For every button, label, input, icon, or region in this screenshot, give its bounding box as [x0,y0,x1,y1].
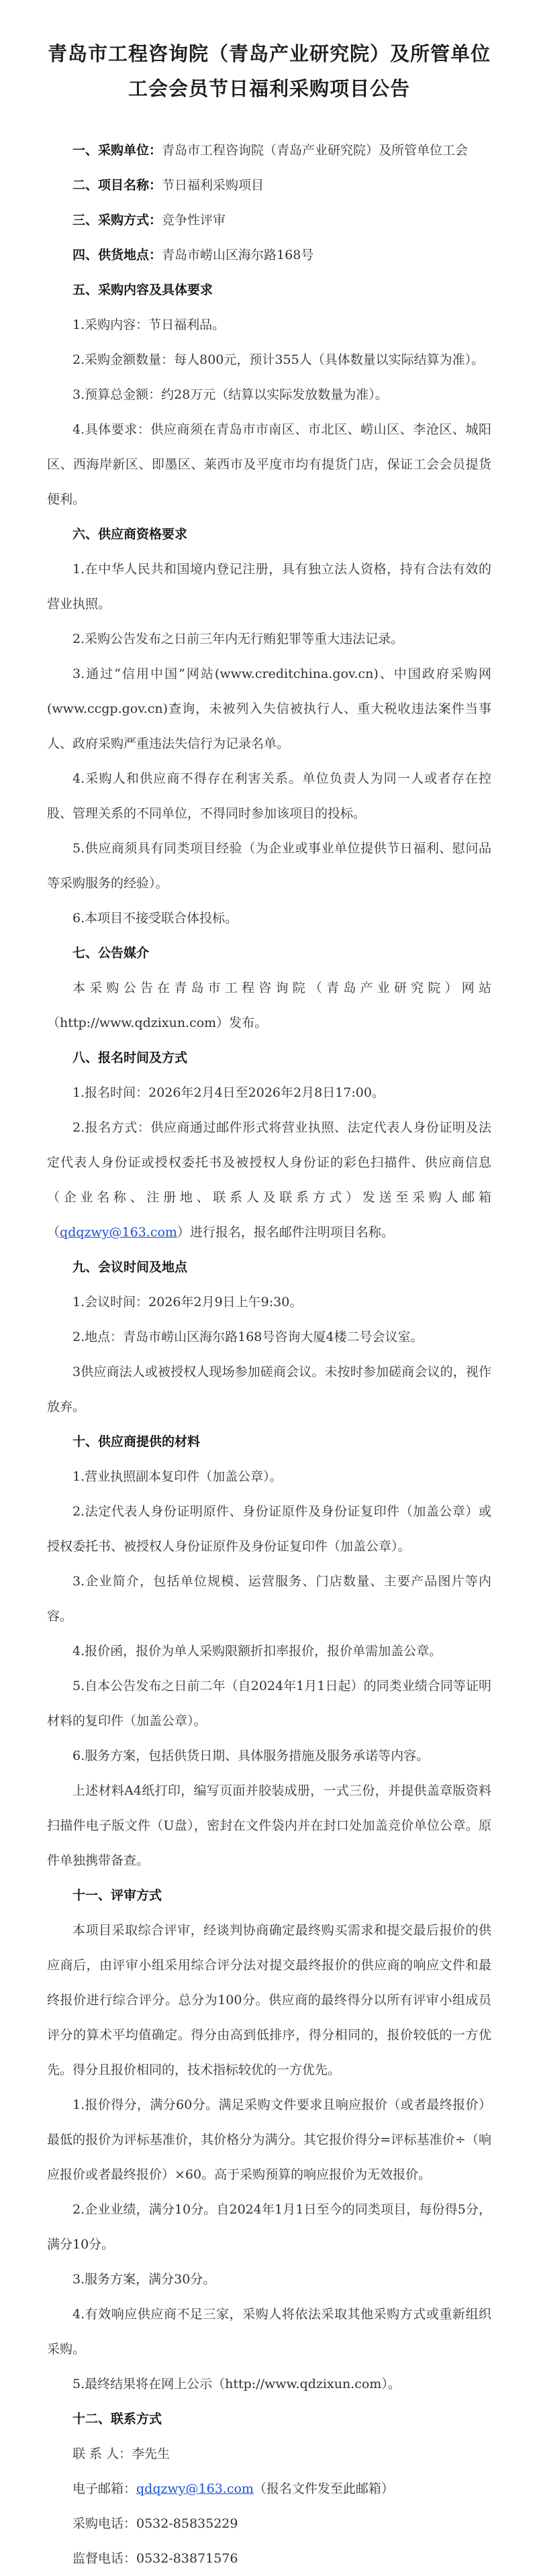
delivery-location-label: 四、供货地点： [72,248,162,262]
section-heading-meeting: 九、会议时间及地点 [72,1260,188,1275]
registration-method-text-end: ）进行报名，报名邮件注明项目名称。 [177,1225,394,1240]
project-name-value: 节日福利采购项目 [162,178,264,193]
delivery-location-line [47,238,491,273]
project-name-label: 二、项目名称： [72,178,162,193]
contact-supervision-phone: 监督电话：0532-83871576 [72,2551,238,2566]
procurement-method-line [47,203,491,238]
evaluation-item: 1.报价得分，满分60分。满足采购文件要求且响应报价（或者最终报价）最低的报价为评标基准价，其价格分为满分。其它报价得分=评标基准价÷（响应报价或者最终报价）×60。高于采购预算的响应报价为无效报价。 [47,2097,491,2182]
qualification-item: 1.在中华人民共和国境内登记注册，具有独立法人资格，持有合法有效的营业执照。 [47,562,491,611]
section-heading-qualifications: 六、供应商资格要求 [72,527,188,542]
meeting-item: 2.地点：青岛市崂山区海尔路168号咨询大厦4楼二号会议室。 [72,1330,424,1344]
requirement-item: 3.预算总金额：约28万元（结算以实际发放数量为准）。 [72,387,388,402]
contact-email-line [47,2471,491,2506]
media-text: 本采购公告在青岛市工程咨询院（青岛产业研究院）网站（http://www.qdzixun.com）发布。 [47,981,491,1030]
material-item: 4.报价函，报价为单人采购限额折扣率报价，报价单需加盖公章。 [72,1644,442,1658]
evaluation-item: 4.有效响应供应商不足三家，采购人将依法采取其他采购方式或重新组织采购。 [47,2307,491,2357]
registration-email-link[interactable]: qdqzwy@163.com [60,1225,177,1240]
purchaser-label: 一、采购单位： [72,143,162,158]
meeting-item: 1.会议时间：2026年2月9日上午9:30。 [72,1295,303,1309]
purchaser-value: 青岛市工程咨询院（青岛产业研究院）及所管单位工会 [162,143,469,158]
delivery-location-value: 青岛市崂山区海尔路168号 [162,248,314,262]
procurement-method-value: 竞争性评审 [162,213,226,228]
qualification-item: 6.本项目不接受联合体投标。 [72,911,238,926]
procurement-method-label: 三、采购方式： [72,213,162,228]
material-item: 2.法定代表人身份证明原件、身份证原件及身份证复印件（加盖公章）或授权委托书、被授权人身份证原件及身份证复印件（加盖公章）。 [47,1504,491,1554]
section-heading-registration: 八、报名时间及方式 [72,1050,188,1065]
evaluation-item: 5.最终结果将在网上公示（http://www.qdzixun.com）。 [72,2377,401,2391]
material-item: 1.营业执照副本复印件（加盖公章）。 [72,1469,283,1484]
material-item: 3.企业简介，包括单位规模、运营服务、门店数量、主要产品图片等内容。 [47,1574,491,1624]
section-heading-evaluation: 十一、评审方式 [72,1888,162,1903]
section-heading-requirements: 五、采购内容及具体要求 [72,283,213,297]
section-heading-contact: 十二、联系方式 [72,2412,162,2426]
qualification-item: 3.通过“信用中国”网站(www.creditchina.gov.cn)、中国政府采购网(www.ccgp.gov.cn)查询，未被列入失信被执行人、重大税收违法案件当事人、政府采购严重违法失信行为记录名单。 [47,666,491,751]
evaluation-item: 本项目采取综合评审，经谈判协商确定最终购买需求和提交最后报价的供应商后，由评审小组采用综合评分法对提交最终报价的供应商的响应文件和最终报价进行综合评分。总分为100分。供应商的最终得分以所有评审小组成员评分的算术平均值确定。得分由高到低排序，得分相同的，报价较低的一方优先。得分且报价相同的，技术指标较优的一方优先。 [47,1923,491,2077]
registration-method [47,1110,491,1250]
requirement-item: 4.具体要求：供应商须在青岛市市南区、市北区、崂山区、李沧区、城阳区、西海岸新区、即墨区、莱西市及平度市均有提货门店，保证工会会员提货便利。 [47,422,491,507]
registration-time: 1.报名时间：2026年2月4日至2026年2月8日17:00。 [72,1085,385,1100]
requirement-item: 1.采购内容：节日福利品。 [72,317,226,332]
section-heading-media: 七、公告媒介 [72,946,150,960]
contact-person: 联 系 人：李先生 [72,2446,170,2461]
meeting-item: 3供应商法人或被授权人现场参加磋商会议。未按时参加磋商会议的，视作放弃。 [47,1365,491,1414]
evaluation-item: 3.服务方案，满分30分。 [72,2272,216,2287]
page-title: 青岛市工程咨询院（青岛产业研究院）及所管单位工会会员节日福利采购项目公告 [47,42,491,100]
material-item: 6.服务方案，包括供货日期、具体服务措施及服务承诺等内容。 [72,1748,430,1763]
qualification-item: 4.采购人和供应商不得存在利害关系。单位负责人为同一人或者存在控股、管理关系的不同单位，不得同时参加该项目的投标。 [47,771,491,821]
contact-email-label: 电子邮箱： [72,2481,137,2496]
purchaser-line [47,133,491,168]
contact-email-note: （报名文件发至此邮箱） [253,2481,394,2496]
requirement-item: 2.采购金额数量：每人800元，预计355人（具体数量以实际结算为准）。 [72,352,485,367]
contact-phone: 采购电话：0532-85835229 [72,2516,238,2531]
section-heading-materials: 十、供应商提供的材料 [72,1434,201,1449]
evaluation-item: 2.企业业绩，满分10分。自2024年1月1日至今的同类项目，每份得5分，满分10分。 [47,2202,491,2252]
contact-email-link[interactable]: qdqzwy@163.com [136,2481,254,2496]
project-name-line [47,168,491,203]
qualification-item: 2.采购公告发布之日前三年内无行贿犯罪等重大违法记录。 [72,632,404,646]
registration-method-text: 2.报名方式：供应商通过邮件形式将营业执照、法定代表人身份证明及法定代表人身份证或授权委托书及被授权人身份证的彩色扫描件、供应商信息（企业名称、注册地、联系人及联系方式）发送至采购人邮箱（ [47,1120,491,1240]
material-item: 5.自本公告发布之日前二年（自2024年1月1日起）的同类业绩合同等证明材料的复印件（加盖公章）。 [47,1679,491,1728]
material-note: 上述材料A4纸打印，编写页面并胶装成册，一式三份，并提供盖章版资料扫描件电子版文件（U盘），密封在文件袋内并在封口处加盖竞价单位公章。原件单独携带备查。 [47,1783,491,1868]
qualification-item: 5.供应商须具有同类项目经验（为企业或事业单位提供节日福利、慰问品等采购服务的经验）。 [47,841,491,891]
